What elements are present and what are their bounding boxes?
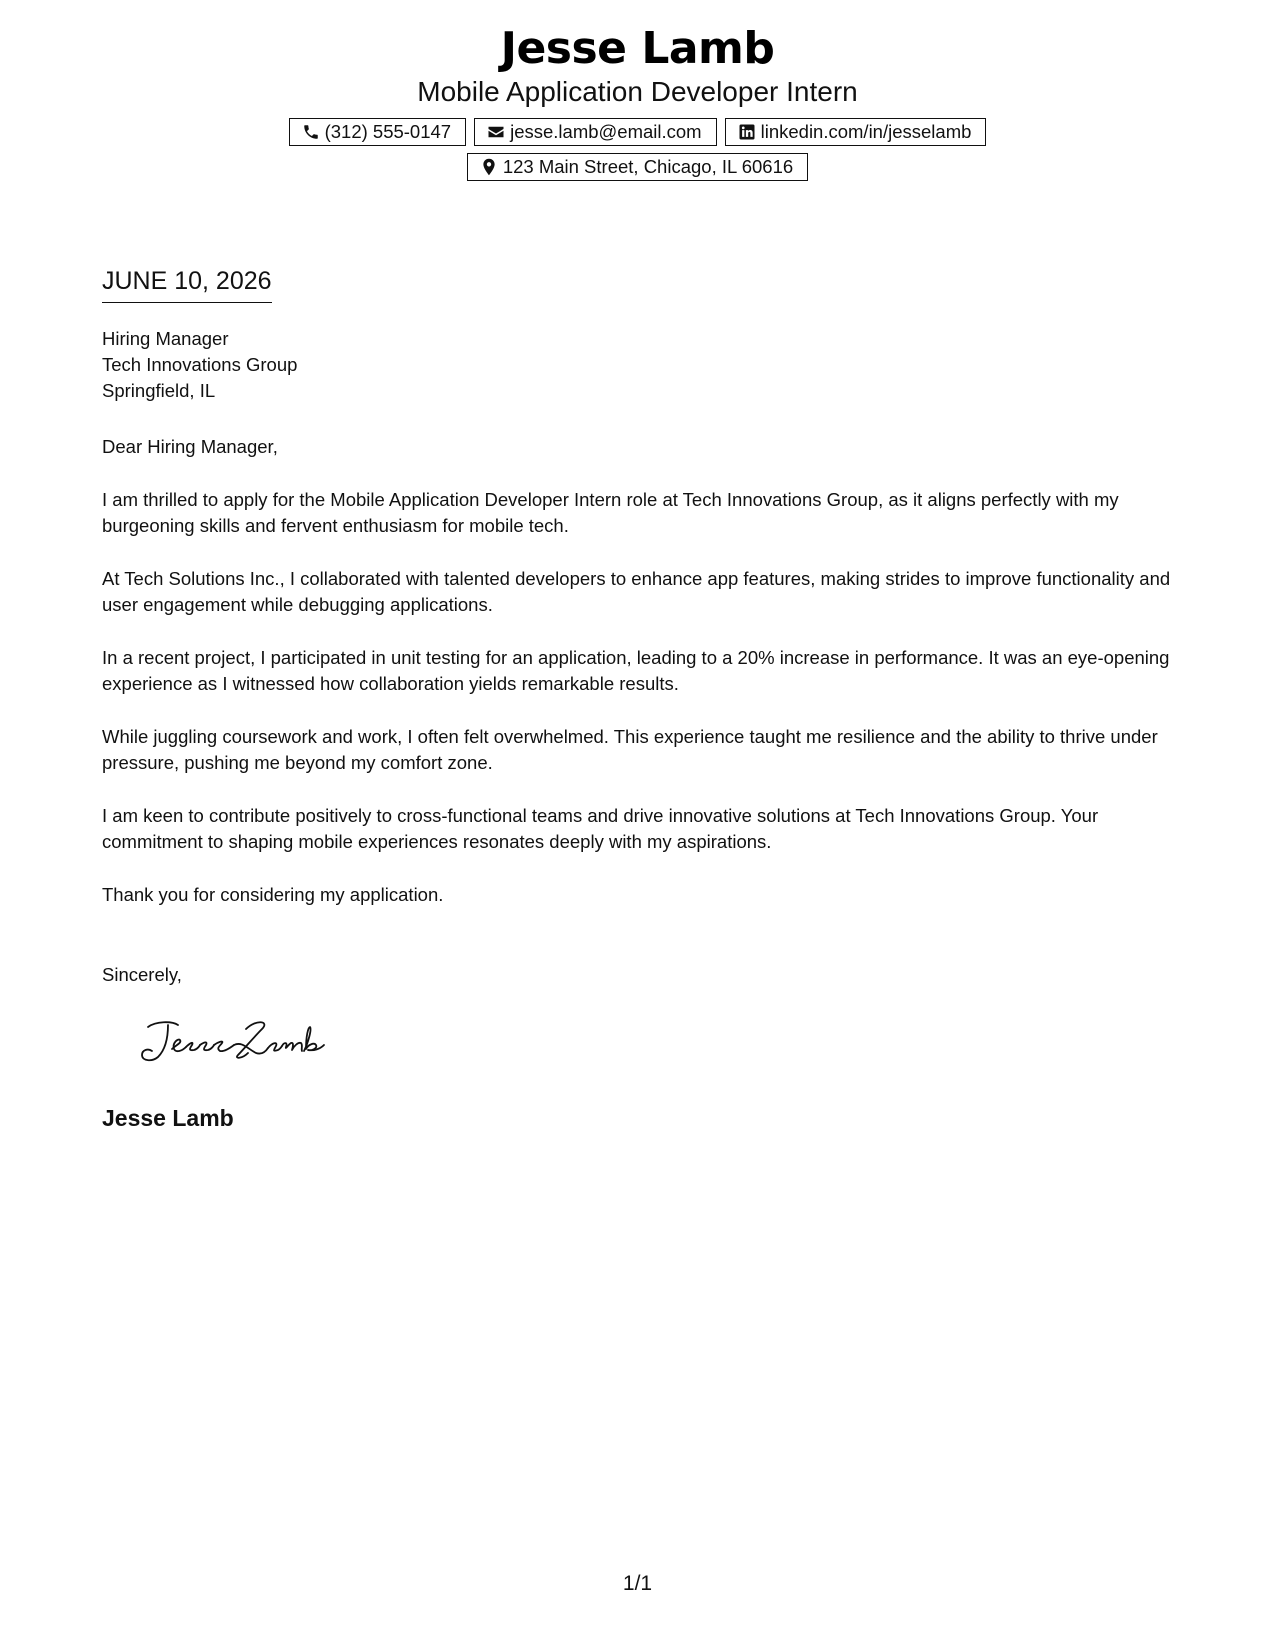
phone-icon [302,123,320,141]
body-paragraph: I am thrilled to apply for the Mobile Application Developer Intern role at Tech Innovations Group, as it aligns perfectly with my burgeoning skills and fervent enthusiasm for mobile tech. [102,488,1119,536]
contact-row [0,118,1275,146]
page-number: 1/1 [622,1572,653,1595]
letter-date: JUNE 10, 2026 [102,266,272,303]
handwritten-signature [138,1015,328,1065]
address-row [0,153,1275,181]
recipient-company: Tech Innovations Group [102,354,298,375]
applicant-name: Jesse Lamb [500,23,775,74]
closing: Sincerely, [102,964,182,985]
envelope-icon [487,123,505,141]
body-paragraph: At Tech Solutions Inc., I collaborated with talented developers to enhance app features, making strides to improve functionality and user engagement while debugging applications. [102,567,1171,615]
email-text: jesse.lamb@email.com [510,121,702,142]
address-contact [467,153,808,181]
recipient-block [102,326,297,404]
body-paragraph: While juggling coursework and work, I often felt overwhelmed. This experience taught me resilience and the ability to thrive under pressure, pushing me beyond my comfort zone. [102,725,1158,773]
phone-contact[interactable] [289,118,467,146]
phone-text: (312) 555-0147 [324,121,452,142]
linkedin-contact[interactable] [725,118,987,146]
linkedin-icon [738,123,756,141]
signer-name: Jesse Lamb [102,1105,234,1131]
body-paragraph: In a recent project, I participated in unit testing for an application, leading to a 20% increase in performance. It was an eye-opening experience as I witnessed how collaboration yields remarkable results. [102,646,1170,694]
letter-body [102,434,1177,934]
letter-header [0,22,1275,181]
body-paragraph: Thank you for considering my application. [102,883,444,905]
recipient-location: Springfield, IL [102,380,216,401]
applicant-title: Mobile Application Developer Intern [417,76,858,107]
map-marker-icon [480,158,498,176]
address-text: 123 Main Street, Chicago, IL 60616 [502,156,794,177]
salutation: Dear Hiring Manager, [102,436,278,457]
email-contact[interactable] [474,118,717,146]
body-paragraph: I am keen to contribute positively to cross-functional teams and drive innovative solutions at Tech Innovations Group. Your commitment to shaping mobile experiences resonates deeply with my aspirations. [102,804,1099,852]
recipient-name: Hiring Manager [102,328,229,349]
linkedin-text: linkedin.com/in/jesselamb [760,121,972,142]
